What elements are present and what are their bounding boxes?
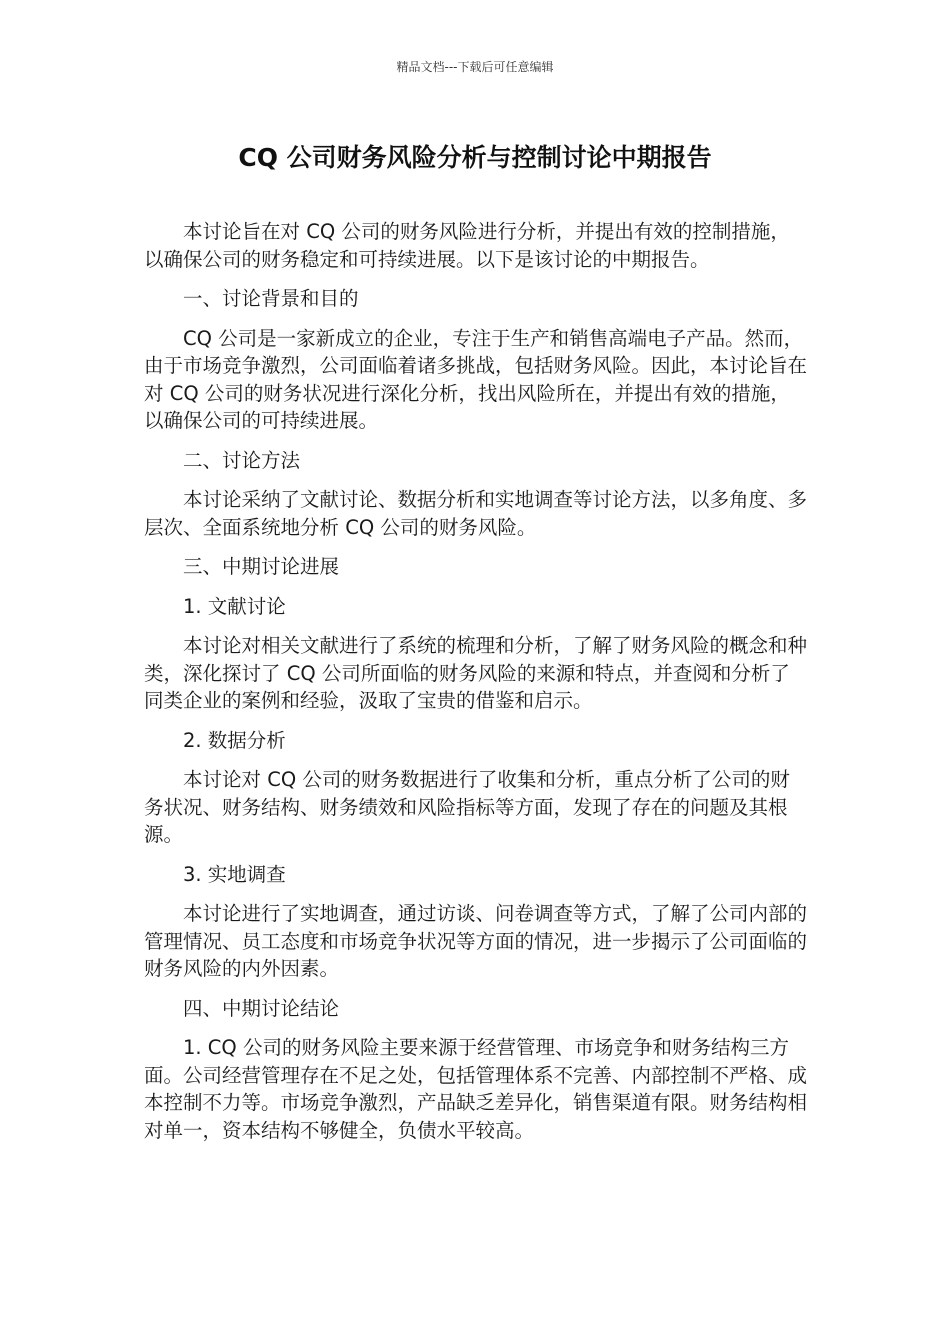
section-heading-background: 一、讨论背景和目的 xyxy=(183,287,359,310)
document-body xyxy=(144,218,808,1156)
subheading-data-analysis: 2. 数据分析 xyxy=(183,728,286,752)
literature-paragraph: 本讨论对相关文献进行了系统的梳理和分析，了解了财务风险的概念和种类，深化探讨了 CQ 公司所面临的财务风险的来源和特点，并查阅和分析了同类企业的案例和经验，汲取了宝贵的借鉴和启示。 xyxy=(144,634,808,712)
conclusion-paragraph-1: 1. CQ 公司的财务风险主要来源于经营管理、市场竞争和财务结构三方面。公司经营管理存在不足之处，包括管理体系不完善、内部控制不严格、成本控制不力等。市场竞争激烈，产品缺乏差异化，销售渠道有限。财务结构相对单一，资本结构不够健全，负债水平较高。 xyxy=(144,1036,808,1142)
methods-paragraph: 本讨论采纳了文献讨论、数据分析和实地调查等讨论方法，以多角度、多层次、全面系统地分析 CQ 公司的财务风险。 xyxy=(144,488,808,539)
subheading-literature: 1. 文献讨论 xyxy=(183,594,286,618)
header-note: 精品文档---下载后可任意编辑 xyxy=(396,60,554,74)
section-heading-progress: 三、中期讨论进展 xyxy=(183,555,340,578)
field-survey-paragraph: 本讨论进行了实地调查，通过访谈、问卷调查等方式，了解了公司内部的管理情况、员工态度和市场竞争状况等方面的情况，进一步揭示了公司面临的财务风险的内外因素。 xyxy=(144,902,808,980)
data-analysis-paragraph: 本讨论对 CQ 公司的财务数据进行了收集和分析，重点分析了公司的财务状况、财务结构、财务绩效和风险指标等方面，发现了存在的问题及其根源。 xyxy=(144,768,790,846)
background-paragraph: CQ 公司是一家新成立的企业，专注于生产和销售高端电子产品。然而，由于市场竞争激烈，公司面临着诸多挑战，包括财务风险。因此，本讨论旨在对 CQ 公司的财务状况进行深化分析，找出风险所在，并提出有效的措施，以确保公司的可持续进展。 xyxy=(144,326,808,432)
document-title: CQ 公司财务风险分析与控制讨论中期报告 xyxy=(238,143,712,172)
section-heading-conclusions: 四、中期讨论结论 xyxy=(183,996,340,1020)
subheading-field-survey: 3. 实地调查 xyxy=(183,862,286,886)
section-heading-methods: 二、讨论方法 xyxy=(183,448,301,472)
intro-paragraph: 本讨论旨在对 CQ 公司的财务风险进行分析，并提出有效的控制措施，以确保公司的财务稳定和可持续进展。以下是该讨论的中期报告。 xyxy=(144,220,790,271)
